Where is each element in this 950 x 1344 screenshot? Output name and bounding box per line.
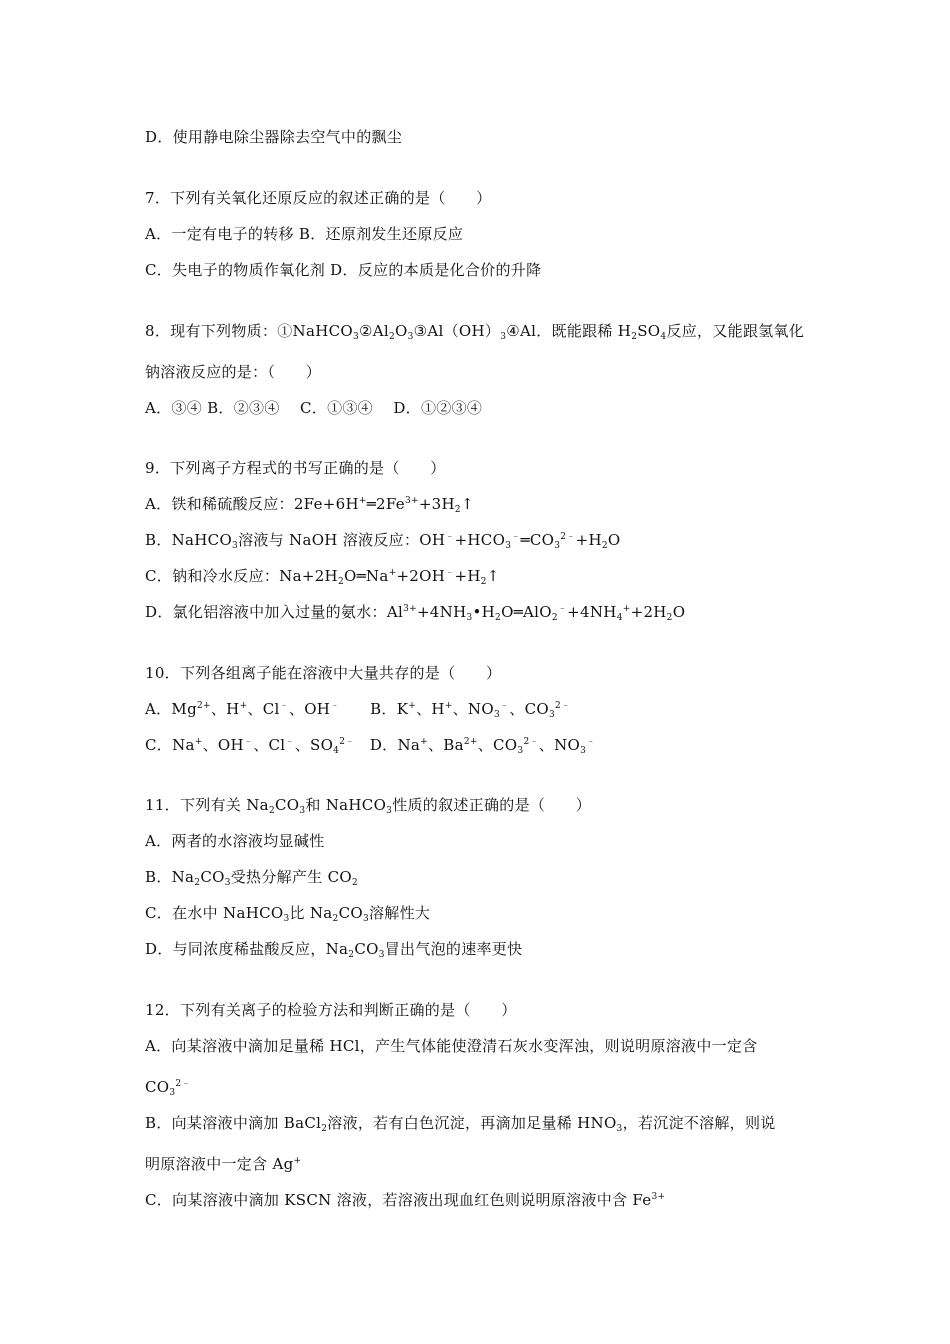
- q11-option-c: C．在水中 NaHCO$_3$比 $Na_2CO_3$溶解性大: [145, 904, 431, 924]
- q11-stem: 11．下列有关 $Na_2CO_3$和 NaHCO$_3$性质的叙述正确的是（ ）: [145, 796, 592, 816]
- q12-option-c: C．向某溶液中滴加 KSCN 溶液，若溶液出现血红色则说明原溶液中含 $Fe^{3+}$: [145, 1191, 666, 1209]
- q9-option-b: B．NaHCO$_3$溶液与 NaOH 溶液反应：$OH^﹣+HCO_3^﹣═CO_3^{2﹣}+H_2O$: [145, 531, 621, 551]
- q8-options: A．③④ B．②③④ C．①③④ D．①②③④: [145, 399, 483, 417]
- q6-option-d: D．使用静电除尘器除去空气中的飘尘: [145, 128, 403, 146]
- q9-option-a: A．铁和稀硫酸反应：$2Fe+6H^+═2Fe^{3+}+3H_2↑$: [145, 495, 474, 515]
- q10-stem: 10．下列各组离子能在溶液中大量共存的是（ ）: [145, 664, 502, 682]
- q9-stem: 9．下列离子方程式的书写正确的是（ ）: [145, 459, 446, 477]
- q8-stem-line2: 钠溶液反应的是：（ ）: [145, 363, 322, 381]
- q12-option-b-line1: B．向某溶液中滴加 BaCl$_2$溶液，若有白色沉淀，再滴加足量稀 $HNO_3$，若沉淀不溶解，则说: [145, 1114, 776, 1134]
- q9-option-d: D．氯化铝溶液中加入过量的氨水：$Al^{3+}+4NH_3•H_2O═AlO_2^﹣+4NH_4^++2H_2O$: [145, 603, 686, 623]
- q9-option-c: C．钠和冷水反应：$Na+2H_2O═Na^++2OH^﹣+H_2↑$: [145, 567, 500, 587]
- q7-options-ab: A．一定有电子的转移 B．还原剂发生还原反应: [145, 225, 464, 243]
- q8-stem-line1: 8．现有下列物质：$①NaHCO_3②Al_2O_3③Al(OH)_3④Al$．既能跟稀 $H_2SO_4$反应，又能跟氢氧化: [145, 322, 805, 342]
- q11-option-d: D．与同浓度稀盐酸反应，$Na_2CO_3$冒出气泡的速率更快: [145, 940, 523, 960]
- q11-option-a: A．两者的水溶液均显碱性: [145, 832, 325, 850]
- q10-options-cd: C．Na+、OH﹣、Cl﹣、$SO_4^{2﹣}$ D．Na+、$Ba^{2+}$、$CO_3^{2﹣}$、$NO_3^﹣$: [145, 736, 596, 756]
- q11-option-b: B．$Na_2CO_3$受热分解产生 $CO_2$: [145, 868, 359, 888]
- q12-stem: 12．下列有关离子的检验方法和判断正确的是（ ）: [145, 1001, 517, 1019]
- q7-stem: 7．下列有关氧化还原反应的叙述正确的是（ ）: [145, 189, 492, 207]
- q7-options-cd: C．失电子的物质作氧化剂 D．反应的本质是化合价的升降: [145, 261, 542, 279]
- q10-options-ab: A．$Mg^{2+}$、H+、Cl﹣、OH﹣ B．K+、H+、$NO_3^﹣$、$CO_3^{2﹣}$: [145, 700, 571, 720]
- q12-option-a-line2: $CO_3^{2﹣}$: [145, 1078, 191, 1098]
- q12-option-a-line1: A．向某溶液中滴加足量稀 HCl，产生气体能使澄清石灰水变浑浊，则说明原溶液中一定含: [145, 1037, 758, 1055]
- q12-option-b-line2: 明原溶液中一定含 Ag+: [145, 1155, 302, 1173]
